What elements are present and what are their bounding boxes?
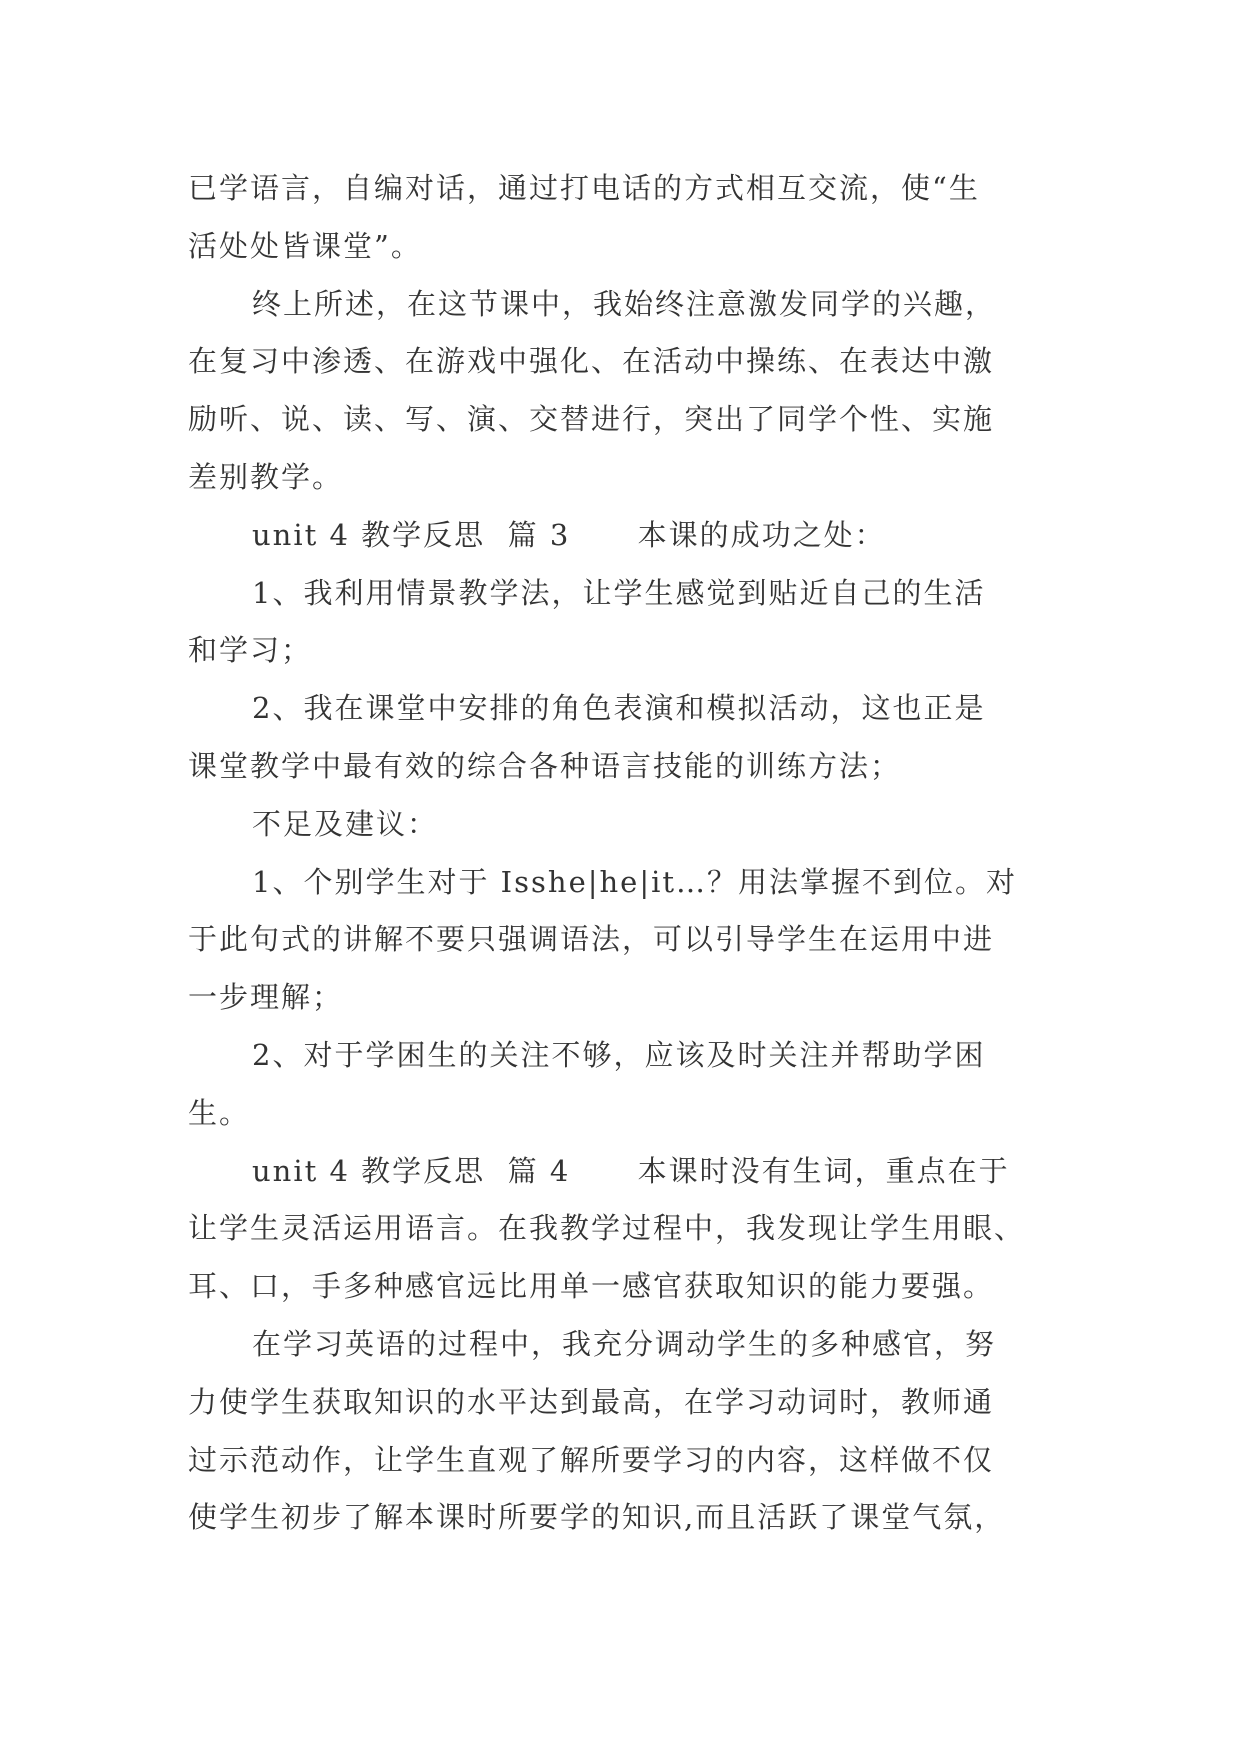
document-body (188, 160, 1068, 1547)
text-line: 在学习英语的过程中，我充分调动学生的多种感官，努 (252, 1326, 997, 1361)
text-line: 生。 (188, 1095, 251, 1130)
text-line: 已学语言，自编对话，通过打电话的方式相互交流，使“生 (188, 171, 980, 205)
text-line: 2、我在课堂中安排的角色表演和模拟活动，这也正是 (252, 691, 986, 726)
section-heading-line: unit 4 教学反思 篇 3 本课的成功之处： (252, 517, 886, 552)
text-line: 不足及建议： (252, 806, 439, 841)
text-line: 励听、说、读、写、演、交替进行，突出了同学个性、实施 (188, 402, 995, 437)
text-line: 1、个别学生对于 Isshe|he|it…？用法掌握不到位。对 (252, 864, 1018, 899)
text-line: 耳、口，手多种感官远比用单一感官获取知识的能力要强。 (188, 1269, 995, 1304)
text-line: 力使学生获取知识的水平达到最高，在学习动词时，教师通 (188, 1384, 995, 1419)
text-line: 让学生灵活运用语言。在我教学过程中，我发现让学生用眼、 (188, 1211, 1026, 1246)
text-line: 一步理解； (188, 980, 344, 1015)
text-line: 课堂教学中最有效的综合各种语言技能的训练方法； (188, 748, 902, 783)
text-line: 活处处皆课堂”。 (188, 228, 422, 263)
text-line: 2、对于学困生的关注不够，应该及时关注并帮助学困 (252, 1037, 986, 1072)
text-line: 1、我利用情景教学法，让学生感觉到贴近自己的生活 (252, 575, 986, 610)
text-line: 过示范动作，让学生直观了解所要学习的内容，这样做不仅 (188, 1442, 995, 1477)
text-line: 于此句式的讲解不要只强调语法，可以引导学生在运用中进 (188, 922, 995, 957)
section-heading-line: unit 4 教学反思 篇 4 本课时没有生词，重点在于 (252, 1153, 1010, 1188)
text-line: 和学习； (188, 633, 313, 668)
text-line: 在复习中渗透、在游戏中强化、在活动中操练、在表达中激 (188, 344, 995, 379)
text-line: 差别教学。 (188, 459, 344, 494)
text-line: 使学生初步了解本课时所要学的知识,而且活跃了课堂气氛， (188, 1500, 1006, 1535)
text-line: 终上所述，在这节课中，我始终注意激发同学的兴趣， (252, 286, 997, 321)
